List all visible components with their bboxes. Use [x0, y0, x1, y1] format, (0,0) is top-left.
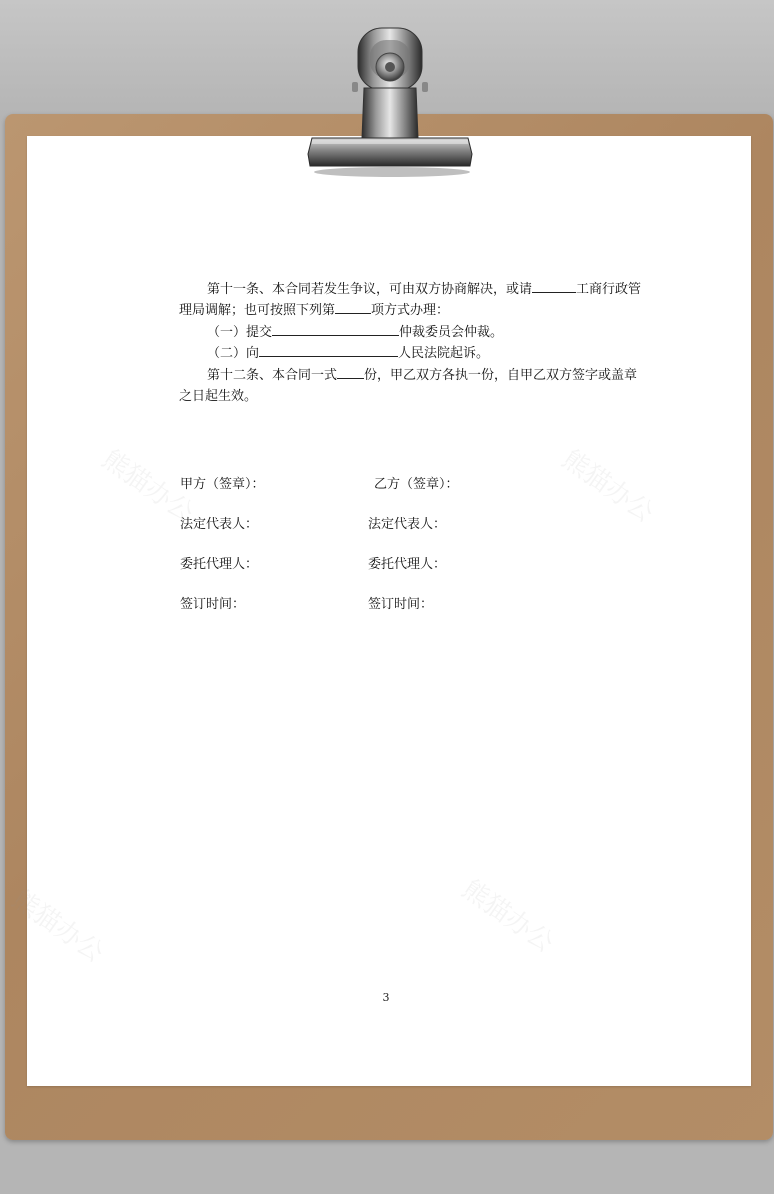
blank-line [272, 323, 399, 336]
watermark: 熊猫办公 [96, 444, 199, 529]
binder-clip-icon [300, 26, 480, 178]
clause-text: 第十一条、本合同若发生争议，可由双方协商解决，或请 [207, 282, 533, 297]
blank-line [337, 366, 364, 379]
legal-rep-a-label: 法定代表人： [180, 517, 259, 532]
clause-11-line-2 [179, 300, 669, 321]
watermark: 熊猫办公 [6, 884, 109, 969]
party-b-label: 乙方（签章）： [374, 477, 459, 492]
agent-a-label: 委托代理人： [180, 557, 259, 572]
clause-text: 工商行政管 [576, 282, 642, 297]
date-a-label: 签订时间： [180, 597, 246, 612]
clause-text: 理局调解；也可按照下列第 [179, 303, 336, 318]
agent-b-label: 委托代理人： [368, 557, 447, 572]
blank-line [335, 301, 371, 314]
blank-line [259, 344, 398, 357]
watermark: 熊猫办公 [556, 444, 659, 529]
page-number: 3 [382, 991, 390, 1004]
clause-text: 项方式办理： [371, 303, 450, 318]
option-text: 人民法院起诉。 [398, 346, 490, 361]
clause-11-line-1 [179, 279, 669, 300]
clause-12-line-2 [179, 386, 669, 407]
clause-text: 之日起生效。 [179, 389, 258, 404]
clause-text: 第十二条、本合同一式 [207, 368, 338, 383]
option-1 [179, 322, 669, 343]
option-text: （二）向 [207, 346, 260, 361]
watermark: 熊猫办公 [456, 874, 559, 959]
document-page [6, 136, 751, 1086]
party-a-label: 甲方（签章）： [180, 477, 265, 492]
option-text: 仲裁委员会仲裁。 [399, 325, 504, 340]
clause-text: 份，甲乙双方各执一份，自甲乙双方签字或盖章 [364, 368, 638, 383]
option-text: （一）提交 [207, 325, 273, 340]
option-2 [179, 343, 669, 364]
blank-line [532, 280, 576, 293]
clause-12-line-1 [179, 365, 669, 386]
legal-rep-b-label: 法定代表人： [368, 517, 447, 532]
date-b-label: 签订时间： [368, 597, 434, 612]
